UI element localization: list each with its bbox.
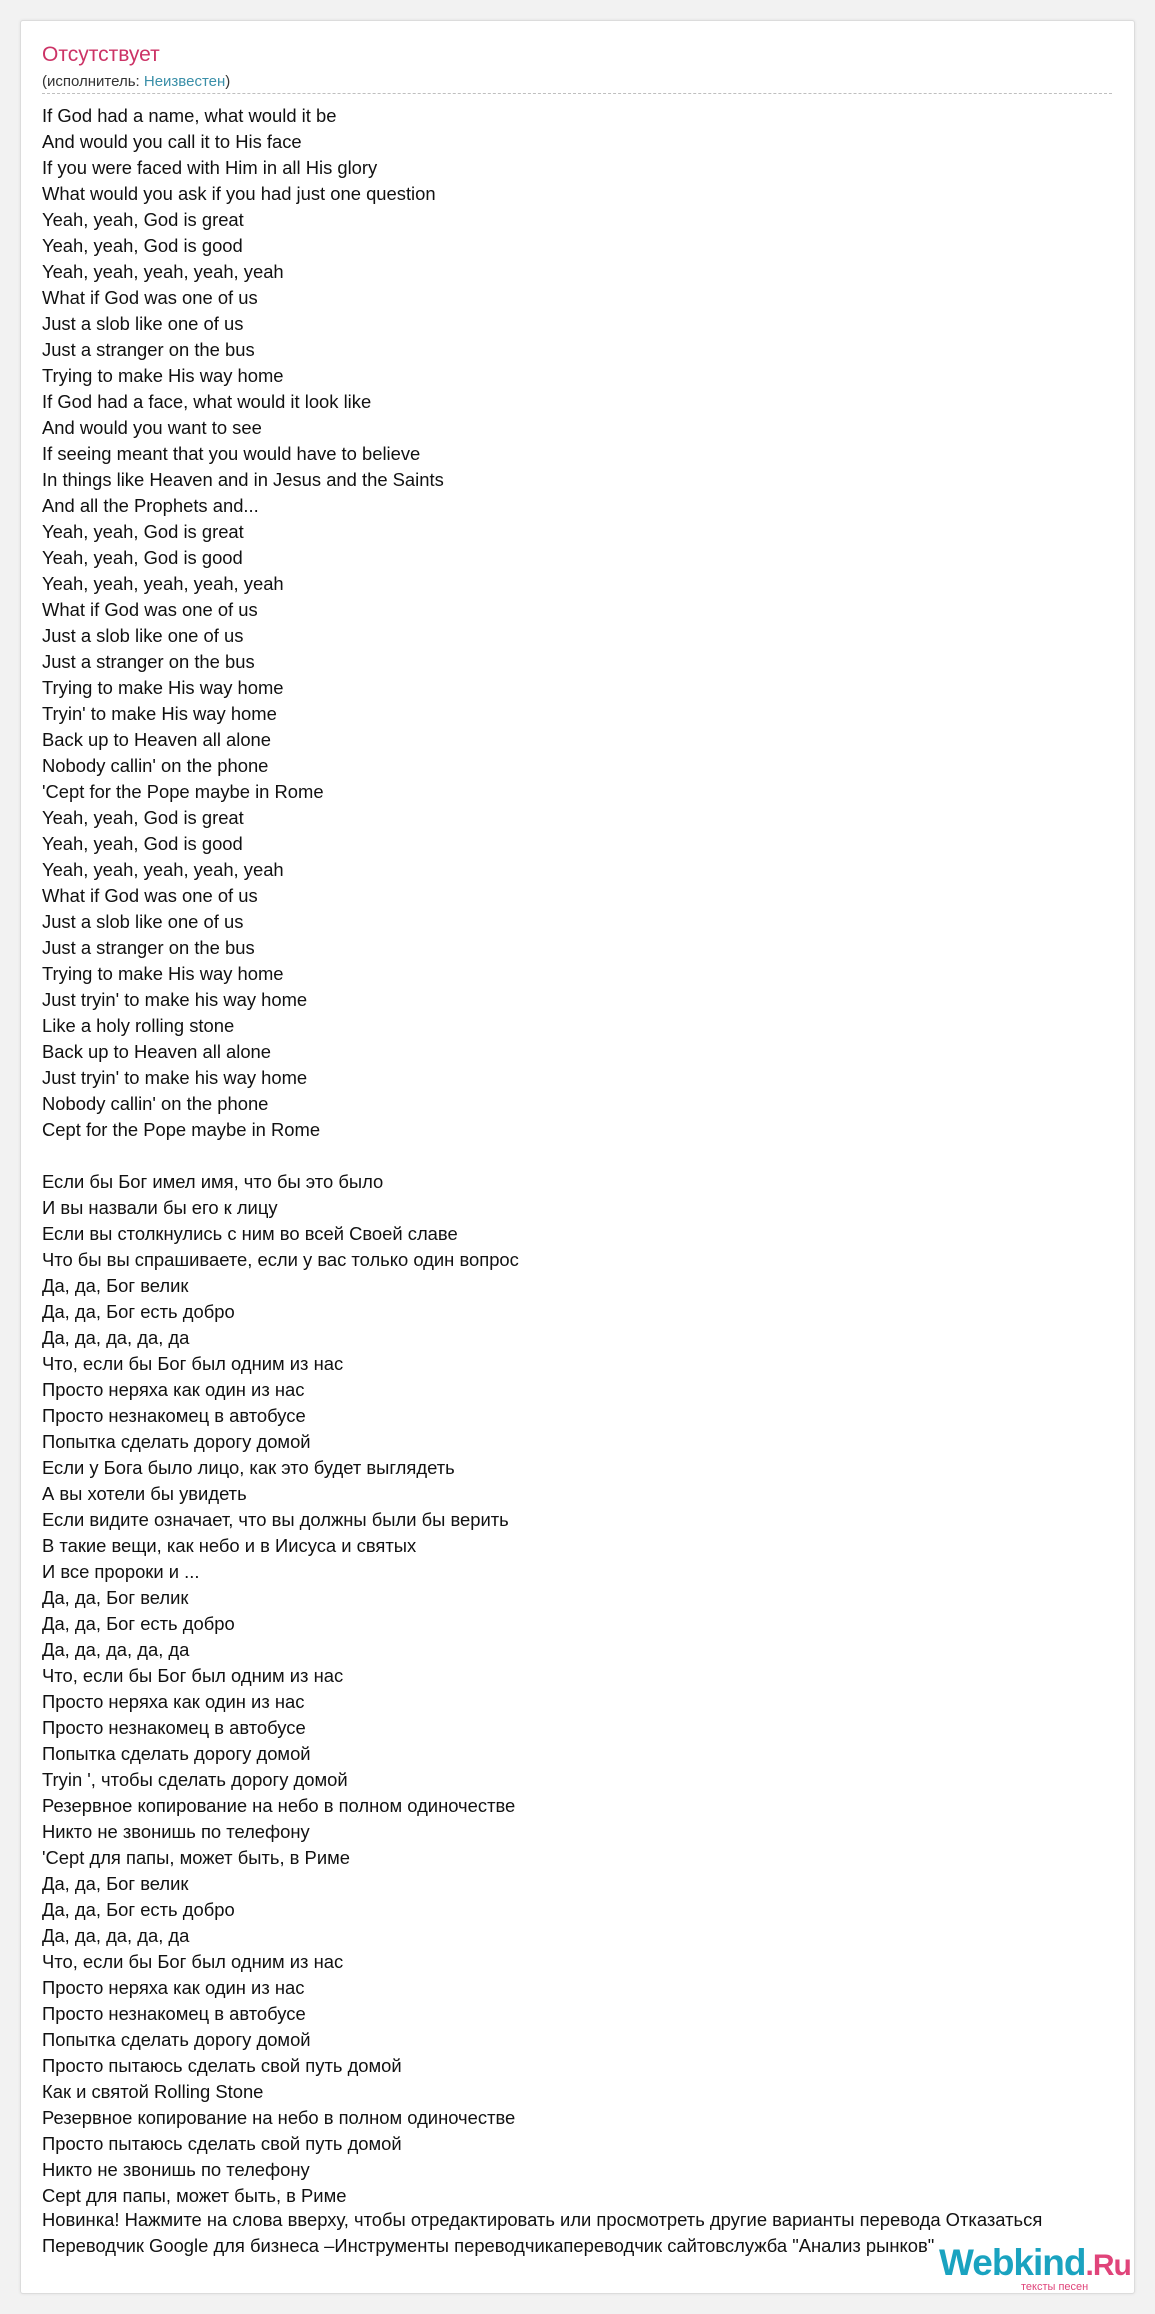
translation-line: Да, да, Бог велик [42, 1275, 189, 1296]
translation-line: Да, да, да, да, да [42, 1327, 190, 1348]
lyric-line: And would you call it to His face [42, 131, 302, 152]
translation-line: 'Cept для папы, может быть, в Риме [42, 1847, 350, 1868]
translation-line: Просто пытаюсь сделать свой путь домой [42, 2055, 402, 2076]
translation-line: Cept для папы, может быть, в Риме [42, 2185, 347, 2206]
translator-links: Переводчик Google для бизнеса –Инструменты переводчикапереводчик сайтовслужба "Анализ рынков" [42, 2235, 935, 2256]
translation-line: Просто неряха как один из нас [42, 1379, 305, 1400]
translation-line: Что, если бы Бог был одним из нас [42, 1353, 344, 1374]
translation-line: Резервное копирование на небо в полном одиночестве [42, 2107, 516, 2128]
lyric-line: And would you want to see [42, 417, 262, 438]
song-title: Отсутствует [42, 43, 160, 66]
artist-line [42, 73, 230, 90]
lyric-line: Nobody callin' on the phone [42, 1093, 269, 1114]
translation-line: Просто незнакомец в автобусе [42, 1405, 306, 1426]
lyric-line: Just a slob like one of us [42, 911, 244, 932]
brand-wordmark [939, 2243, 1131, 2286]
lyric-line: Tryin' to make His way home [42, 703, 277, 724]
lyric-line: Yeah, yeah, God is good [42, 547, 243, 568]
translation-line: Что, если бы Бог был одним из нас [42, 1951, 344, 1972]
lyric-line: 'Cept for the Pope maybe in Rome [42, 781, 324, 802]
translation-line: Да, да, Бог есть добро [42, 1301, 235, 1322]
lyric-line: Yeah, yeah, God is great [42, 521, 244, 542]
translation-line: Никто не звонишь по телефону [42, 2159, 310, 2180]
lyric-line: Nobody callin' on the phone [42, 755, 269, 776]
translation-line: И вы назвали бы его к лицу [42, 1197, 278, 1218]
lyric-line: Trying to make His way home [42, 365, 284, 386]
lyric-line: What if God was one of us [42, 599, 258, 620]
lyric-line: If you were faced with Him in all His glory [42, 157, 378, 178]
translation-line: Попытка сделать дорогу домой [42, 2029, 311, 2050]
translation-line: Да, да, Бог велик [42, 1873, 189, 1894]
artist-link[interactable]: Неизвестен [143, 73, 226, 90]
lyric-line: Just tryin' to make his way home [42, 989, 308, 1010]
translation-line: Да, да, да, да, да [42, 1925, 190, 1946]
translator-notice: Новинка! Нажмите на слова вверху, чтобы отредактировать или просмотреть другие варианты перевода Отказаться [42, 2209, 1043, 2230]
brand-logo[interactable] [939, 2243, 1129, 2291]
translation-line: Что, если бы Бог был одним из нас [42, 1665, 344, 1686]
translation-line: Если бы Бог имел имя, что бы это было [42, 1171, 384, 1192]
translation-line: И все пророки и ... [42, 1561, 200, 1582]
lyric-line: If seeing meant that you would have to believe [42, 443, 421, 464]
translation-line: Если видите означает, что вы должны были бы верить [42, 1509, 509, 1530]
artist-suffix: ) [225, 73, 231, 90]
translation-line: Что бы вы спрашиваете, если у вас только один вопрос [42, 1249, 519, 1270]
translation-line: Просто неряха как один из нас [42, 1691, 305, 1712]
lyric-line: Yeah, yeah, yeah, yeah, yeah [42, 859, 284, 880]
translation-line: Да, да, Бог велик [42, 1587, 189, 1608]
translation-line: Да, да, Бог есть добро [42, 1899, 235, 1920]
lyric-line: What if God was one of us [42, 287, 258, 308]
lyric-line: Yeah, yeah, God is great [42, 209, 244, 230]
lyric-line: Just a slob like one of us [42, 313, 244, 334]
lyric-line: Just tryin' to make his way home [42, 1067, 308, 1088]
lyric-line: Yeah, yeah, yeah, yeah, yeah [42, 573, 284, 594]
lyric-line: What if God was one of us [42, 885, 258, 906]
lyric-line: Yeah, yeah, God is good [42, 235, 243, 256]
translation-line: Если вы столкнулись с ним во всей Своей славе [42, 1223, 458, 1244]
translation-line: Никто не звонишь по телефону [42, 1821, 310, 1842]
lyric-line: In things like Heaven and in Jesus and the Saints [42, 469, 444, 490]
translation-line: Если у Бога было лицо, как это будет выглядеть [42, 1457, 455, 1478]
translation-line: Попытка сделать дорогу домой [42, 1431, 311, 1452]
lyric-line: Yeah, yeah, God is great [42, 807, 244, 828]
title-divider [42, 93, 1112, 94]
lyrics-original [42, 103, 1134, 1143]
lyric-line: Back up to Heaven all alone [42, 729, 272, 750]
translation-line: Да, да, Бог есть добро [42, 1613, 235, 1634]
translation-line: В такие вещи, как небо и в Иисуса и святых [42, 1535, 417, 1556]
brand-suffix: .Ru [1085, 2249, 1131, 2282]
translation-line: А вы хотели бы увидеть [42, 1483, 247, 1504]
lyric-line: Just a stranger on the bus [42, 651, 255, 672]
translation-line: Просто незнакомец в автобусе [42, 1717, 306, 1738]
translation-line: Как и святой Rolling Stone [42, 2081, 264, 2102]
translation-line: Резервное копирование на небо в полном одиночестве [42, 1795, 516, 1816]
lyric-line: If God had a name, what would it be [42, 105, 337, 126]
lyric-line: Just a stranger on the bus [42, 937, 255, 958]
translation-line: Tryin ', чтобы сделать дорогу домой [42, 1769, 348, 1790]
lyric-line: Just a slob like one of us [42, 625, 244, 646]
lyric-line: Trying to make His way home [42, 677, 284, 698]
translation-line: Попытка сделать дорогу домой [42, 1743, 311, 1764]
translation-line: Да, да, да, да, да [42, 1639, 190, 1660]
lyric-line: Cept for the Pope maybe in Rome [42, 1119, 321, 1140]
translation-line: Просто незнакомец в автобусе [42, 2003, 306, 2024]
lyrics-body [42, 103, 1134, 2209]
artist-prefix: (исполнитель: [42, 73, 144, 90]
lyric-line: And all the Prophets and... [42, 495, 259, 516]
lyric-line: Yeah, yeah, yeah, yeah, yeah [42, 261, 284, 282]
brand-name: Webkind [939, 2242, 1086, 2283]
stanza-gap [42, 1143, 1134, 1169]
translation-line: Просто неряха как один из нас [42, 1977, 305, 1998]
lyric-line: If God had a face, what would it look like [42, 391, 372, 412]
lyric-line: Back up to Heaven all alone [42, 1041, 272, 1062]
lyrics-translation [42, 1169, 1134, 2209]
translation-line: Просто пытаюсь сделать свой путь домой [42, 2133, 402, 2154]
brand-tagline: тексты песен [1021, 2281, 1089, 2293]
lyric-line: Like a holy rolling stone [42, 1015, 235, 1036]
lyrics-card [20, 20, 1135, 2294]
lyric-line: Yeah, yeah, God is good [42, 833, 243, 854]
lyric-line: Trying to make His way home [42, 963, 284, 984]
lyric-line: Just a stranger on the bus [42, 339, 255, 360]
lyric-line: What would you ask if you had just one question [42, 183, 436, 204]
